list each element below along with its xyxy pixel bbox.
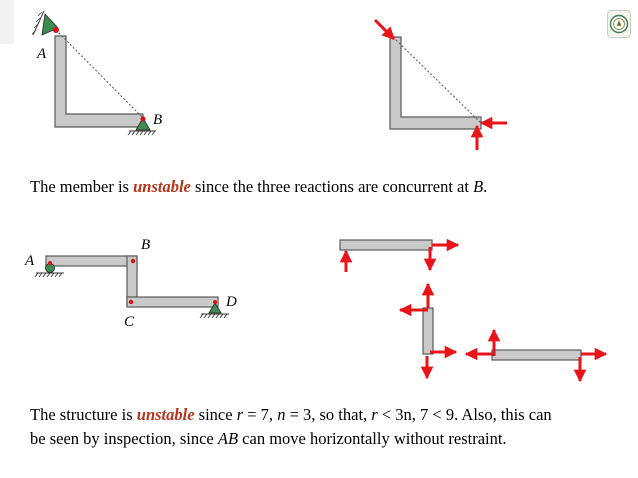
statement-unstable-concurrent	[30, 175, 487, 199]
statement-unstable-inequality	[30, 403, 552, 451]
statement2-r2: r	[371, 405, 378, 424]
joint-c	[129, 300, 133, 304]
statement2-keyword: unstable	[136, 405, 195, 424]
statement2-r: r	[236, 405, 244, 424]
statement1-pre: The member is	[30, 177, 134, 196]
statement2-ab: AB	[217, 429, 239, 448]
fig1-reaction-line	[56, 30, 143, 118]
statement1-end: .	[483, 177, 488, 196]
fig1-pin-support-a	[32, 11, 59, 35]
fig2-label-d: D	[226, 294, 237, 310]
fig1-fbd-reaction-line	[396, 40, 481, 123]
statement2-eq2: = 3, so that,	[285, 405, 372, 424]
university-seal-icon	[607, 10, 631, 38]
fig1-fbd-member	[390, 37, 481, 129]
statement2-eq1: = 7,	[243, 405, 278, 424]
statement2-line2-pre: be seen by inspection, since	[30, 429, 218, 448]
fig2-label-a: A	[25, 253, 35, 269]
fig1-structure	[32, 11, 162, 135]
fig1-l-member	[55, 36, 143, 127]
fig1-label-b: B	[153, 112, 163, 128]
fig2-structure	[24, 237, 237, 330]
statement2-pre: The structure is	[30, 405, 137, 424]
fbd-member-ab	[340, 240, 432, 250]
statement2-mid1: since	[194, 405, 237, 424]
fig1-label-a: A	[37, 46, 47, 62]
statement1-mid: since the three reactions are concurrent at	[190, 177, 474, 196]
statement2-line2-end: can move horizontally without restraint.	[238, 429, 507, 448]
statement2-eq3: < 3n, 7 < 9. Also, this can	[377, 405, 552, 424]
statement1-point: B	[473, 177, 484, 196]
statement2-n: n	[277, 405, 286, 424]
fig2-free-body	[340, 240, 606, 381]
joint-b	[131, 259, 135, 263]
fig1-free-body	[375, 20, 507, 150]
statement1-keyword: unstable	[133, 177, 191, 196]
member-cd	[127, 297, 218, 307]
fig2-label-b: B	[141, 237, 151, 253]
reaction-arrow-a	[375, 20, 394, 39]
fbd-member-bc	[423, 308, 433, 354]
fbd-member-cd	[492, 350, 581, 360]
member-ab	[46, 256, 137, 266]
fig2-label-c: C	[124, 314, 135, 330]
